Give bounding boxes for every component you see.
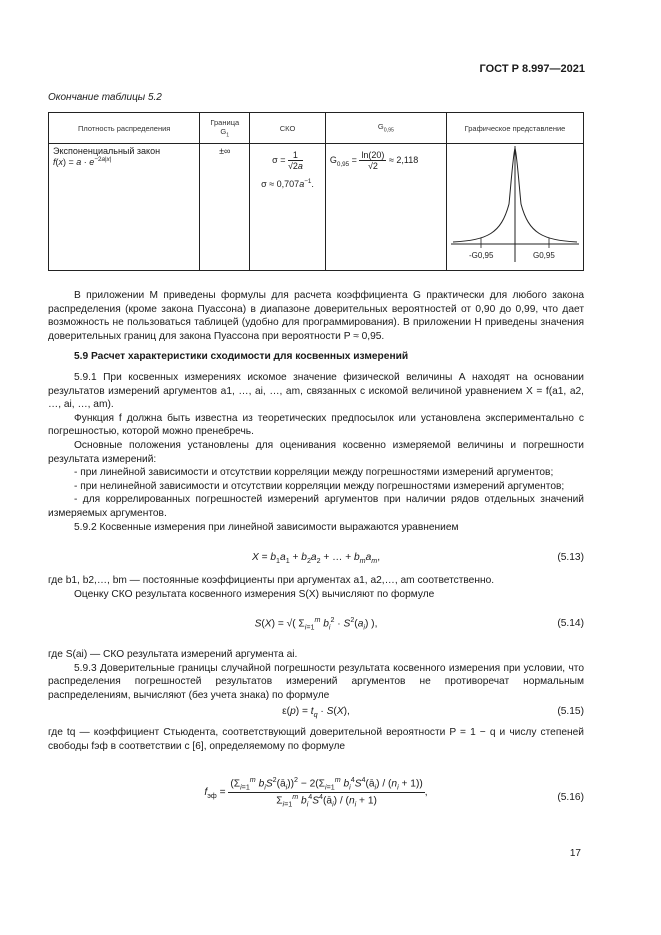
paragraph-student: где tq — коэффициент Стьюдента, соответствующий доверительной вероятности P = 1 − q и числу степеней свободы fэф в соответствии с [6], определяемому по формуле bbox=[48, 727, 584, 752]
col-header-sko: СКО bbox=[250, 113, 326, 144]
table-5-2 bbox=[48, 112, 584, 271]
list-item-nonlinear: - при нелинейной зависимости и отсутствии корреляции между погрешностями измерений аргументов; bbox=[74, 480, 565, 492]
formula-5-16-number: (5.16) bbox=[557, 792, 584, 803]
formula-5-14-number: (5.14) bbox=[557, 618, 584, 629]
paragraph-593: 5.9.3 Доверительные границы случайной погрешности результата косвенного измерения при условии, что распределения погрешностей результатов измерений аргументов не противоречат нормальным распределениям, вычисляют (без учета знака) по формуле bbox=[48, 662, 584, 701]
formula-5-14: S(X) = √( $\Sigma_{i=1}^m$ $b_i^2 \cdot S^2(a_i)$ ), (5.14) bbox=[254, 616, 584, 632]
paragraph-592: 5.9.2 Косвенные измерения при линейной зависимости выражаются уравнением bbox=[74, 521, 459, 533]
page-number: 17 bbox=[569, 848, 581, 859]
cell-bound: ±∞ bbox=[200, 144, 250, 271]
distribution-formula: $f(x) = a \cdot e^{-2a|x|}$ bbox=[53, 156, 112, 167]
formula-5-13: $X = b_1a_1 + b_2a_2$ + … + $b_ma_m$, (5.13) bbox=[251, 552, 584, 566]
formula-5-16: $f_{эф}$ = $\frac{(\Sigma_{i=1}^m b_iS^2(ā_i))^2 - 2(\Sigma_{i=1}^m b_i^4S^4(ā_i) / (n_i + 1))}{\Sigma_{i=1}^m b_i^4S^4(ā_i) / (n_i + 1)}$ , (5.16) bbox=[204, 776, 584, 809]
left-bound-label: -G0,95 bbox=[468, 251, 494, 260]
section-title: 5.9 Расчет характеристики сходимости для косвенных измерений bbox=[74, 351, 409, 362]
cell-distribution bbox=[49, 144, 200, 271]
document-header: ГОСТ Р 8.997—2021 bbox=[479, 63, 585, 75]
list-item-linear: - при линейной зависимости и отсутствии корреляции между погрешностями измерений аргументов; bbox=[74, 467, 554, 479]
list-item-correlated: - для коррелированных погрешностей измерений аргументов при наличии рядов отдельных значений измеряемых аргументов. bbox=[48, 494, 584, 519]
paragraph-basics: Основные положения установлены для оценивания косвенно измеряемой величины и погрешности результата измерений: bbox=[48, 439, 584, 465]
cell-g095: $G_{0,95}$ = $\frac{\ln(20)}{√2}$ ≈ 2,118 bbox=[325, 144, 446, 271]
cell-graph bbox=[446, 144, 583, 271]
formula-5-15-number: (5.15) bbox=[557, 706, 584, 717]
paragraph-sko-estimate: Оценку СКО результата косвенного измерения S(X) вычисляют по формуле bbox=[74, 588, 435, 600]
paragraph-591: 5.9.1 При косвенных измерениях искомое значение физической величины А находят на основании результатов измерений аргументов a1, …, ai, …, am, связанных с искомой величиной уравнением X = f(a1, a2, …, ai, …, am). bbox=[48, 372, 584, 411]
distribution-name: Экспоненциальный закон bbox=[53, 146, 161, 156]
cell-sko: σ = $\frac{1}{√2a}$ $\sigma \approx 0,707a^{-1}$. bbox=[250, 144, 326, 271]
paragraph-function: Функция f должна быть известна из теоретических предпосылок или установлена экспериментально с погрешностью, которой можно пренебречь. bbox=[48, 412, 584, 438]
paragraph-coefficients: где b1, b2,…, bm — постоянные коэффициенты при аргументах a1, a2,…, am соответственно. bbox=[48, 575, 495, 586]
paragraph-appendix-m: В приложении М приведены формулы для расчета коэффициента G практически для любого закона распределения (кроме закона Пуассона) в диапазоне доверительных вероятностей от 0,90 до 0,99, что дает возможность не пользоваться таблицей (удобно для программирования). В приложении Н приведены значения доверительных границ для закона Пуассона при вероятности P ≈ 0,95. bbox=[48, 290, 584, 342]
col-header-density: Плотность распределения bbox=[49, 113, 200, 144]
paragraph-block-coeffs bbox=[48, 574, 584, 601]
table-caption: Окончание таблицы 5.2 bbox=[48, 92, 162, 103]
col-header-g095: $G_{0,95}$ bbox=[325, 113, 446, 144]
exponential-density-graph bbox=[447, 144, 583, 266]
col-header-graph: Графическое представление bbox=[446, 113, 583, 144]
right-bound-label: G0,95 bbox=[532, 251, 555, 260]
formula-5-15: $\varepsilon(p) = t_q \cdot S(X)$, (5.15) bbox=[282, 706, 584, 720]
paragraph-s-ai: где S(ai) — СКО результата измерений аргумента ai. bbox=[48, 649, 298, 660]
formula-5-13-number: (5.13) bbox=[557, 552, 584, 563]
paragraph-block-591 bbox=[48, 371, 584, 534]
col-header-bound: Граница $G_1$ bbox=[200, 113, 250, 144]
paragraph-block-593 bbox=[48, 648, 584, 702]
